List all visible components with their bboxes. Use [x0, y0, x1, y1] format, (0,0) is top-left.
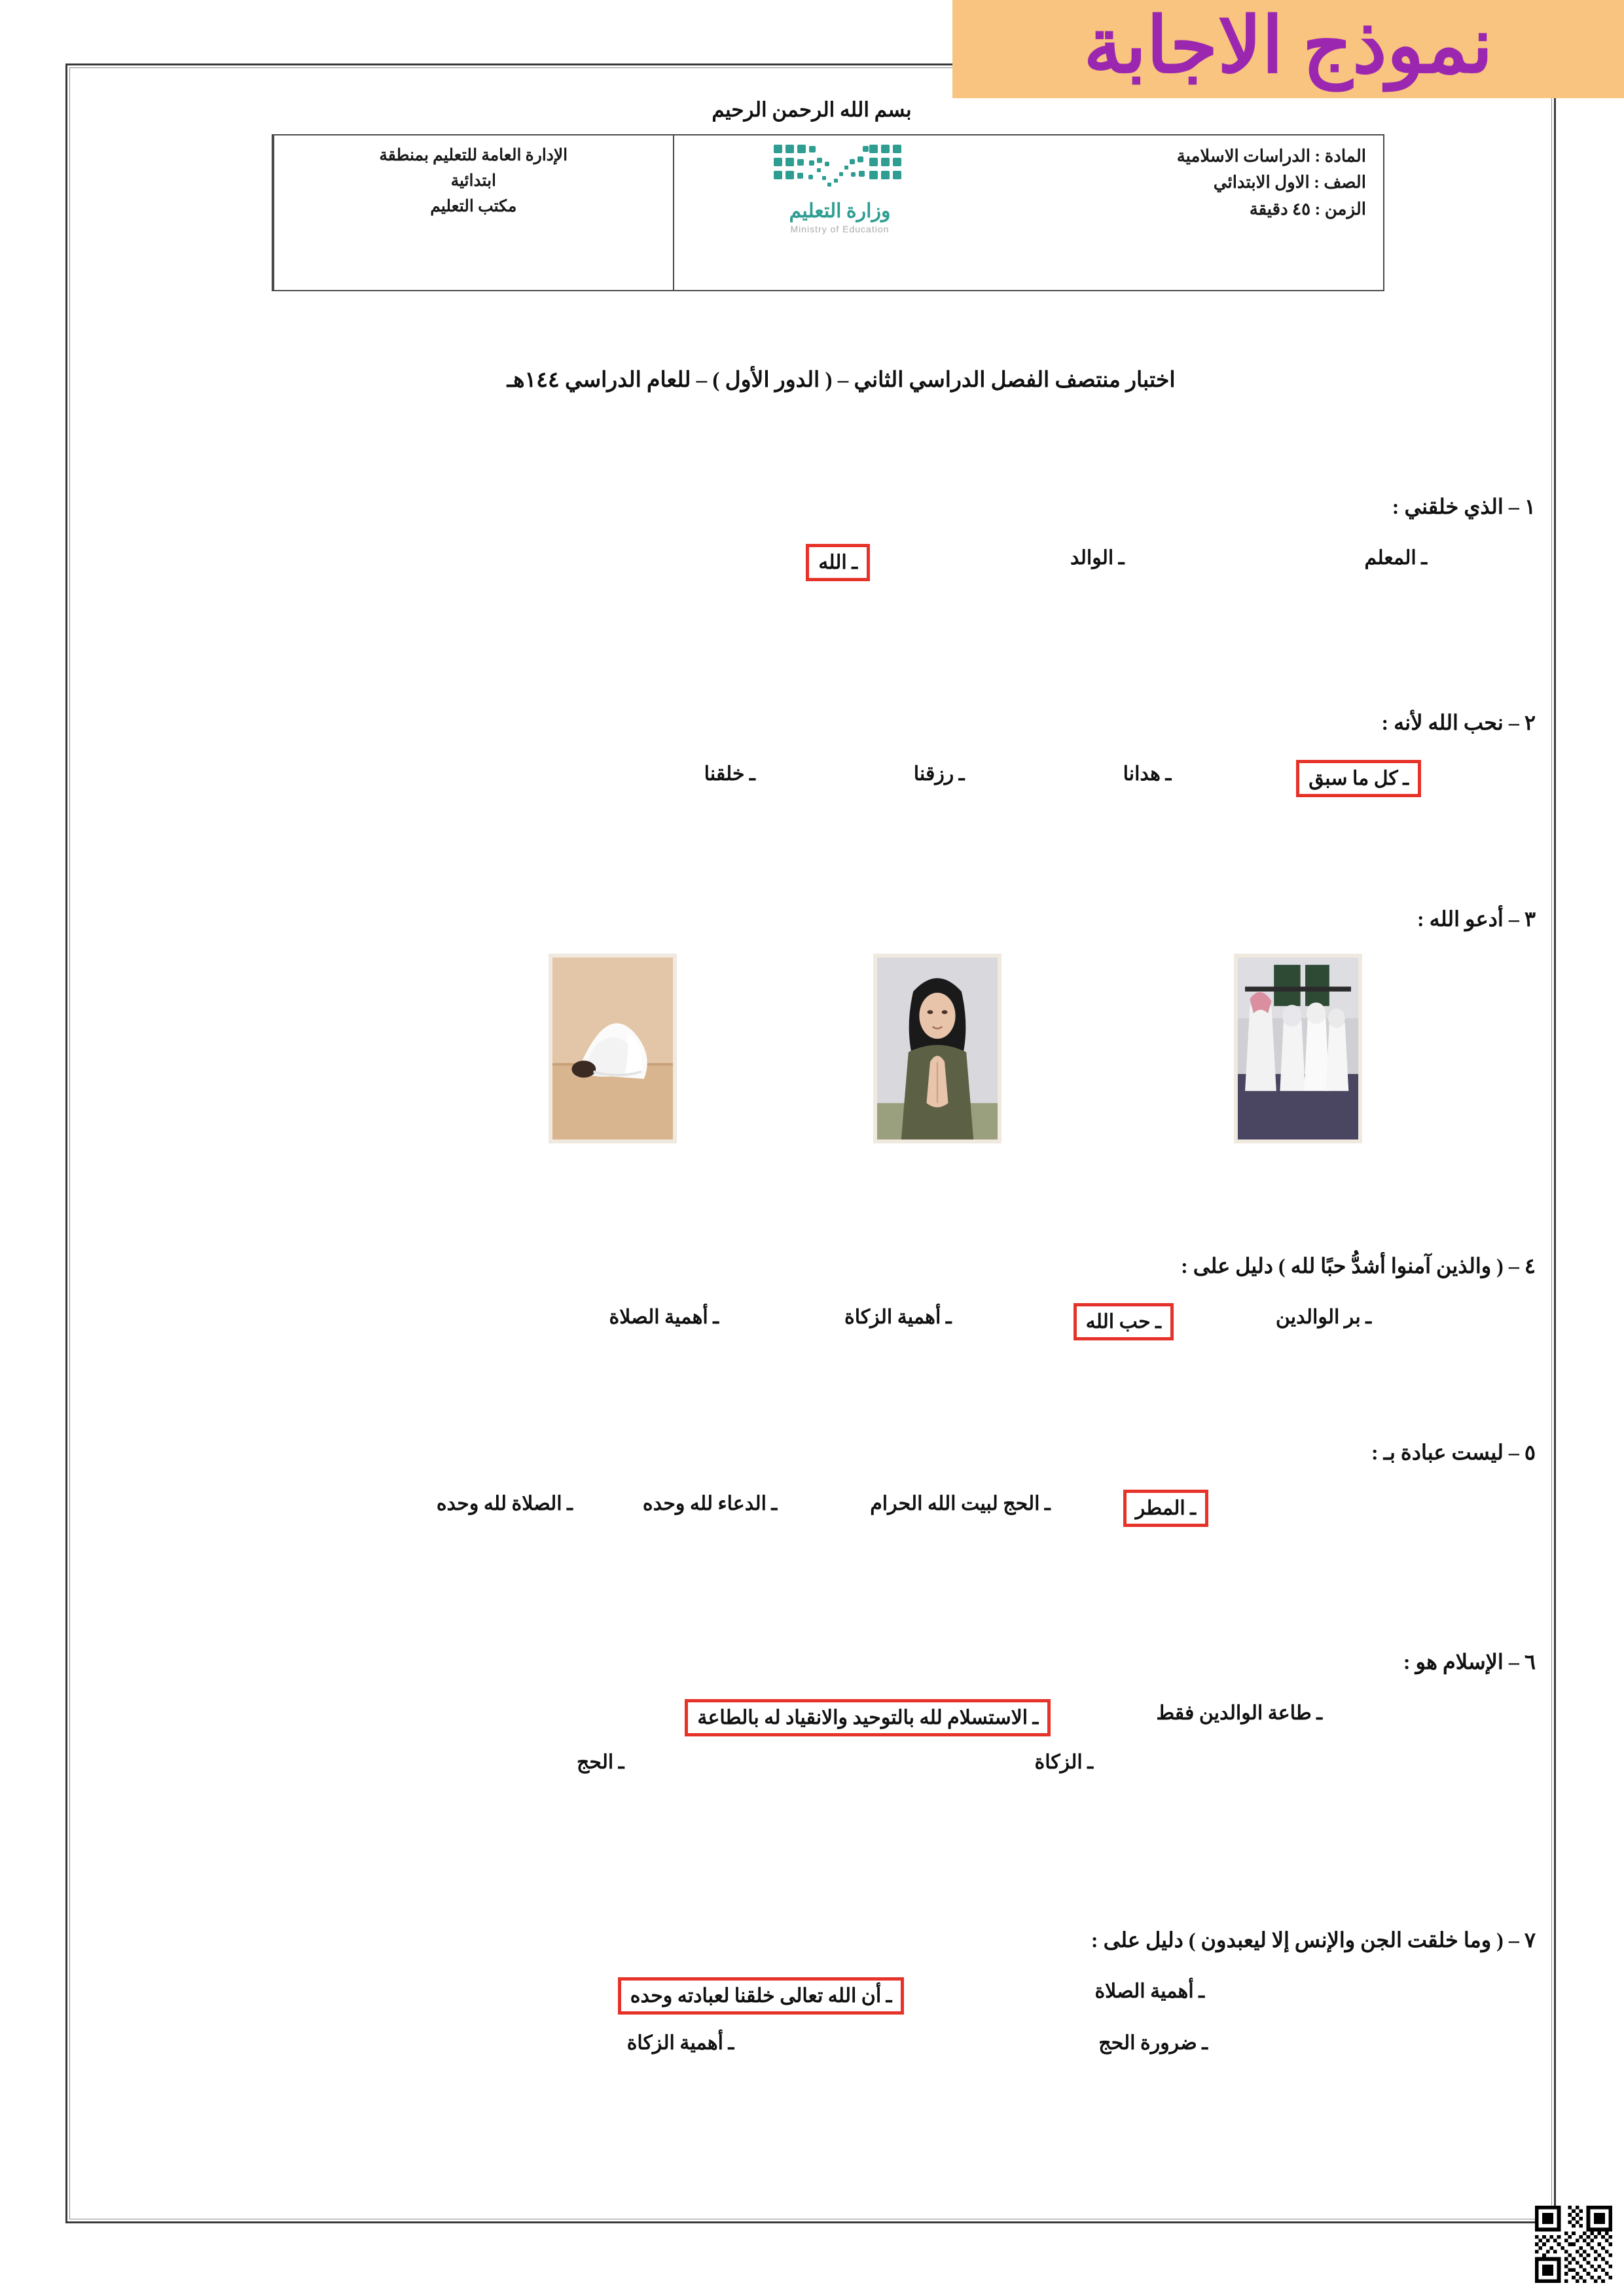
- question-7-options-row-1: [292, 1977, 1536, 2015]
- option-5-4-correct[interactable]: ـ المطر: [1123, 1490, 1208, 1527]
- option-4-3-correct[interactable]: ـ حب الله: [1074, 1303, 1174, 1340]
- saudi-vision-dots-icon: [771, 142, 909, 193]
- option-4-1[interactable]: ـ أهمية الصلاة: [609, 1306, 719, 1328]
- time-line: الزمن : ٤٥ دقيقة: [1249, 199, 1366, 219]
- option-1-2[interactable]: ـ الوالد: [1070, 547, 1125, 569]
- option-6-2[interactable]: ـ طاعة الوالدين فقط: [1156, 1702, 1322, 1724]
- option-4-2[interactable]: ـ أهمية الزكاة: [844, 1306, 952, 1328]
- question-5: [292, 1440, 1536, 1527]
- option-1-3[interactable]: ـ المعلم: [1364, 547, 1427, 569]
- ministry-logo-arabic-text: وزارة التعليم: [789, 200, 891, 222]
- question-1: [292, 494, 1536, 581]
- question-7: [292, 1928, 1536, 2057]
- ministry-of-education-logo: [681, 138, 1000, 294]
- qr-code-icon: [1535, 2206, 1612, 2283]
- header-cell-exam-info: [1005, 135, 1383, 290]
- question-3-images: [292, 954, 1536, 1143]
- ministry-admin-line1: الإدارة العامة للتعليم بمنطقة: [379, 147, 568, 164]
- option-2-3[interactable]: ـ هدانا: [1123, 763, 1172, 785]
- option-4-4[interactable]: ـ بر الوالدين: [1275, 1306, 1371, 1328]
- option-5-2[interactable]: ـ الدعاء لله وحده: [642, 1493, 778, 1515]
- header-cell-ministry: [273, 135, 673, 290]
- option-5-3[interactable]: ـ الحج لبيت الله الحرام: [870, 1493, 1051, 1515]
- question-2: [292, 710, 1536, 797]
- question-6: [292, 1649, 1536, 1776]
- ministry-admin-line2: ابتدائية: [450, 171, 496, 190]
- question-7-text: ٧ – ( وما خلقت الجن والإنس إلا ليعبدون ) دليل على :: [1091, 1928, 1536, 1952]
- question-4-options: [292, 1303, 1536, 1340]
- question-4-text: ٤ – ( والذين آمنوا أشدُّ حبًا لله ) دليل على :: [1181, 1254, 1536, 1278]
- option-7-3[interactable]: ـ أهمية الزكاة: [626, 2032, 734, 2054]
- option-6-4[interactable]: ـ الزكاة: [1034, 1751, 1093, 1773]
- question-6-text: ٦ – الإسلام هو :: [1403, 1650, 1536, 1674]
- option-6-3[interactable]: ـ الحج: [577, 1751, 624, 1773]
- option-2-1[interactable]: ـ خلقنا: [704, 763, 755, 785]
- question-7-options-row-2: [292, 2029, 1536, 2057]
- basmala-text: بسم الله الرحمن الرحيم: [712, 98, 912, 121]
- question-6-options-row-2: [292, 1748, 1536, 1776]
- option-1-1-correct[interactable]: ـ الله: [806, 544, 870, 581]
- girl-supplication-photo: [873, 954, 1001, 1143]
- group-prayer-photo: [1234, 954, 1362, 1143]
- option-6-1-correct[interactable]: ـ الاستسلام لله بالتوحيد والانقياد له بالطاعة: [685, 1699, 1051, 1736]
- answer-key-banner: [952, 0, 1624, 98]
- question-1-options: [292, 544, 1536, 581]
- answer-key-banner-text: نموذج الاجابة: [1083, 3, 1493, 89]
- option-7-2[interactable]: ـ أهمية الصلاة: [1094, 1981, 1204, 2002]
- header-info-table: [272, 134, 1384, 291]
- subject-line: المادة : الدراسات الاسلامية: [1176, 147, 1366, 166]
- question-5-text: ٥ – ليست عبادة بـ :: [1371, 1441, 1536, 1464]
- ministry-logo-english-text: Ministry of Education: [790, 224, 890, 234]
- option-7-4[interactable]: ـ ضرورة الحج: [1098, 2032, 1208, 2054]
- prostration-photo: [549, 954, 677, 1143]
- grade-line: الصف : الاول الابتدائي: [1213, 173, 1366, 192]
- question-3: [292, 906, 1536, 1143]
- option-5-1[interactable]: ـ الصلاة لله وحده: [436, 1493, 573, 1515]
- question-3-text: ٣ – أدعو الله :: [1417, 907, 1536, 931]
- ministry-admin-line3: مكتب التعليم: [430, 197, 517, 215]
- question-4: [292, 1253, 1536, 1340]
- question-2-text: ٢ – نحب الله لأنه :: [1381, 711, 1536, 734]
- header-cell-logo: [673, 135, 1006, 290]
- option-2-4-correct[interactable]: ـ كل ما سبق: [1296, 760, 1421, 797]
- question-6-options-row-1: [292, 1699, 1536, 1736]
- question-1-text: ١ – الذي خلقني :: [1392, 495, 1536, 518]
- option-7-1-correct[interactable]: ـ أن الله تعالى خلقنا لعبادته وحده: [618, 1977, 905, 2015]
- option-2-2[interactable]: ـ رزقنا: [913, 763, 965, 785]
- exam-title: اختبار منتصف الفصل الدراسي الثاني – ( الدور الأول ) – للعام الدراسي ١٤٤هـ: [507, 368, 1176, 392]
- question-2-options: [292, 760, 1536, 797]
- question-5-options: [292, 1490, 1536, 1527]
